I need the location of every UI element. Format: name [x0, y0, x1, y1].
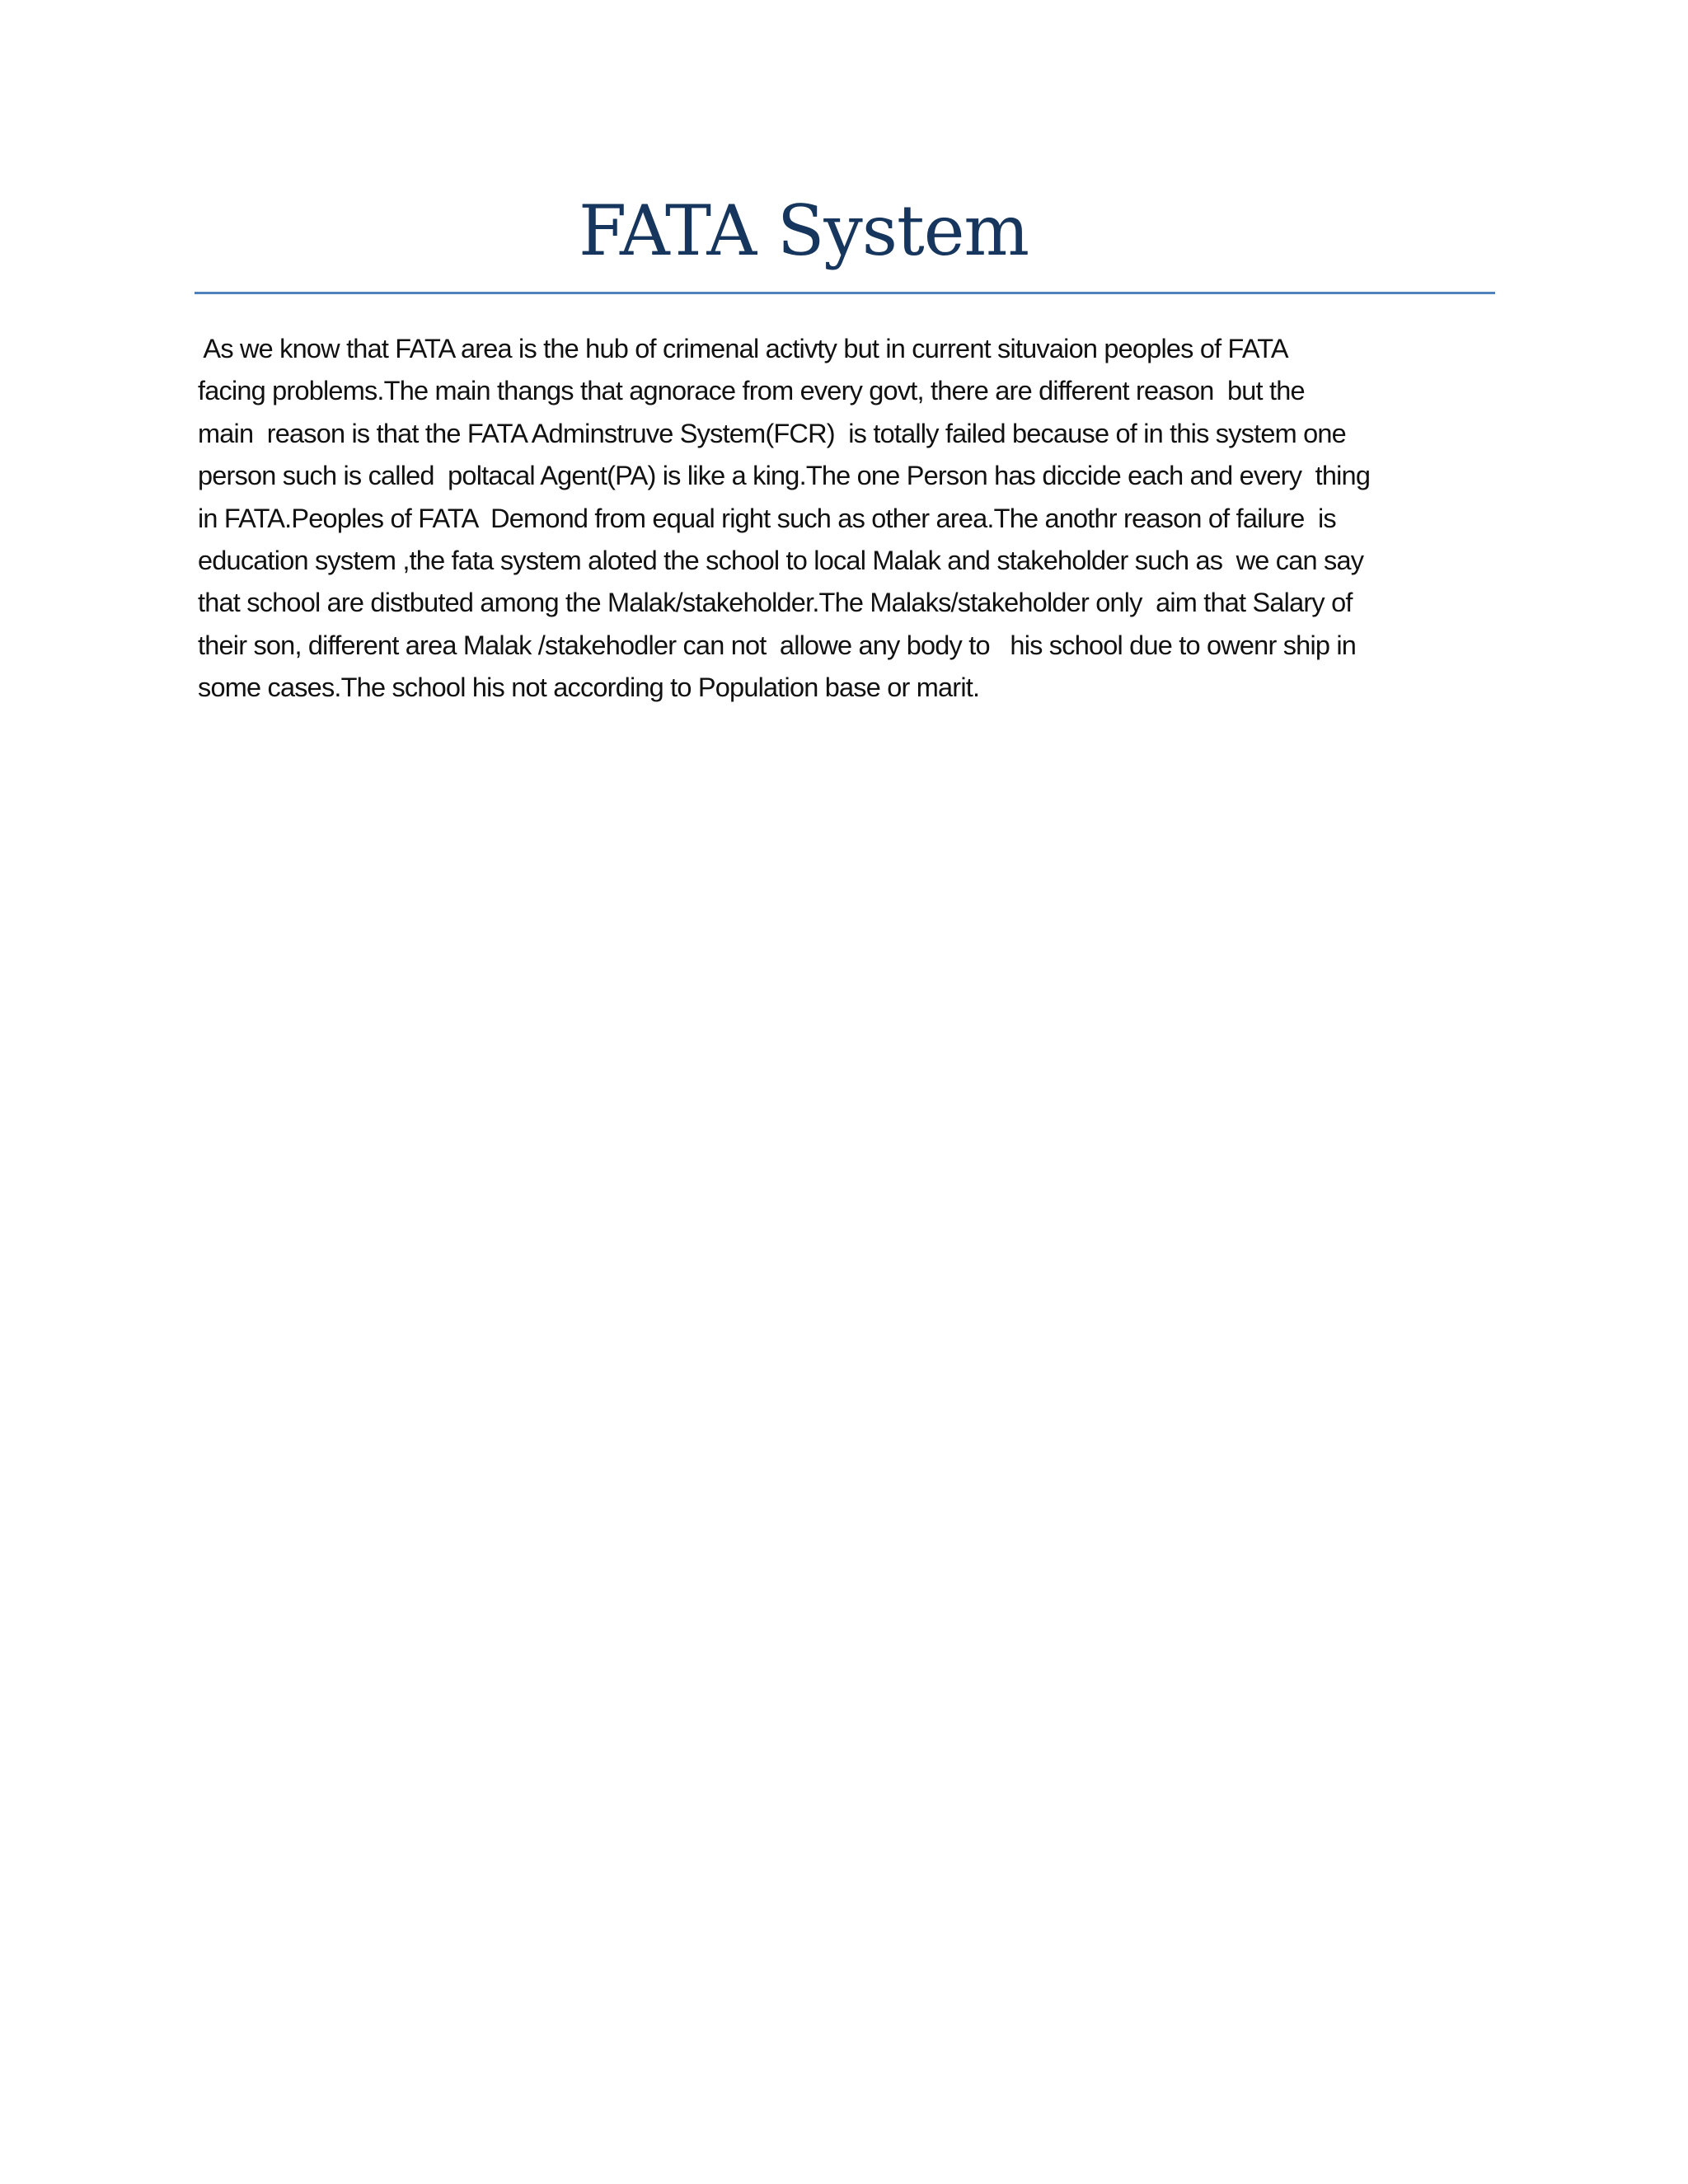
paragraph-line: in FATA.Peoples of FATA Demond from equal right such as other area.The anothr reason of failure is	[198, 503, 1336, 533]
paragraph-line: education system ,the fata system aloted the school to local Malak and stakeholder such as we can say	[198, 546, 1364, 576]
paragraph-line: As we know that FATA area is the hub of crimenal activty but in current situvaion peoples of FATA	[198, 334, 1288, 363]
body-paragraph	[198, 328, 1498, 710]
title-divider	[195, 292, 1495, 294]
paragraph-line: their son, different area Malak /stakehodler can not allowe any body to his school due to owenr ship in	[198, 630, 1357, 660]
paragraph-line: some cases.The school his not according to Population base or marit.	[198, 673, 980, 703]
title-block	[195, 190, 1495, 273]
paragraph-line: facing problems.The main thangs that agnorace from every govt, there are different reason but the	[198, 376, 1305, 406]
document-title: FATA System	[579, 190, 1029, 271]
paragraph-line: that school are distbuted among the Malak/stakeholder.The Malaks/stakeholder only aim that Salary of	[198, 588, 1353, 618]
paragraph-line: person such is called poltacal Agent(PA) is like a king.The one Person has diccide each and every thing	[198, 461, 1371, 491]
paragraph-line: main reason is that the FATA Adminstruve System(FCR) is totally failed because of in this system one	[198, 418, 1346, 448]
